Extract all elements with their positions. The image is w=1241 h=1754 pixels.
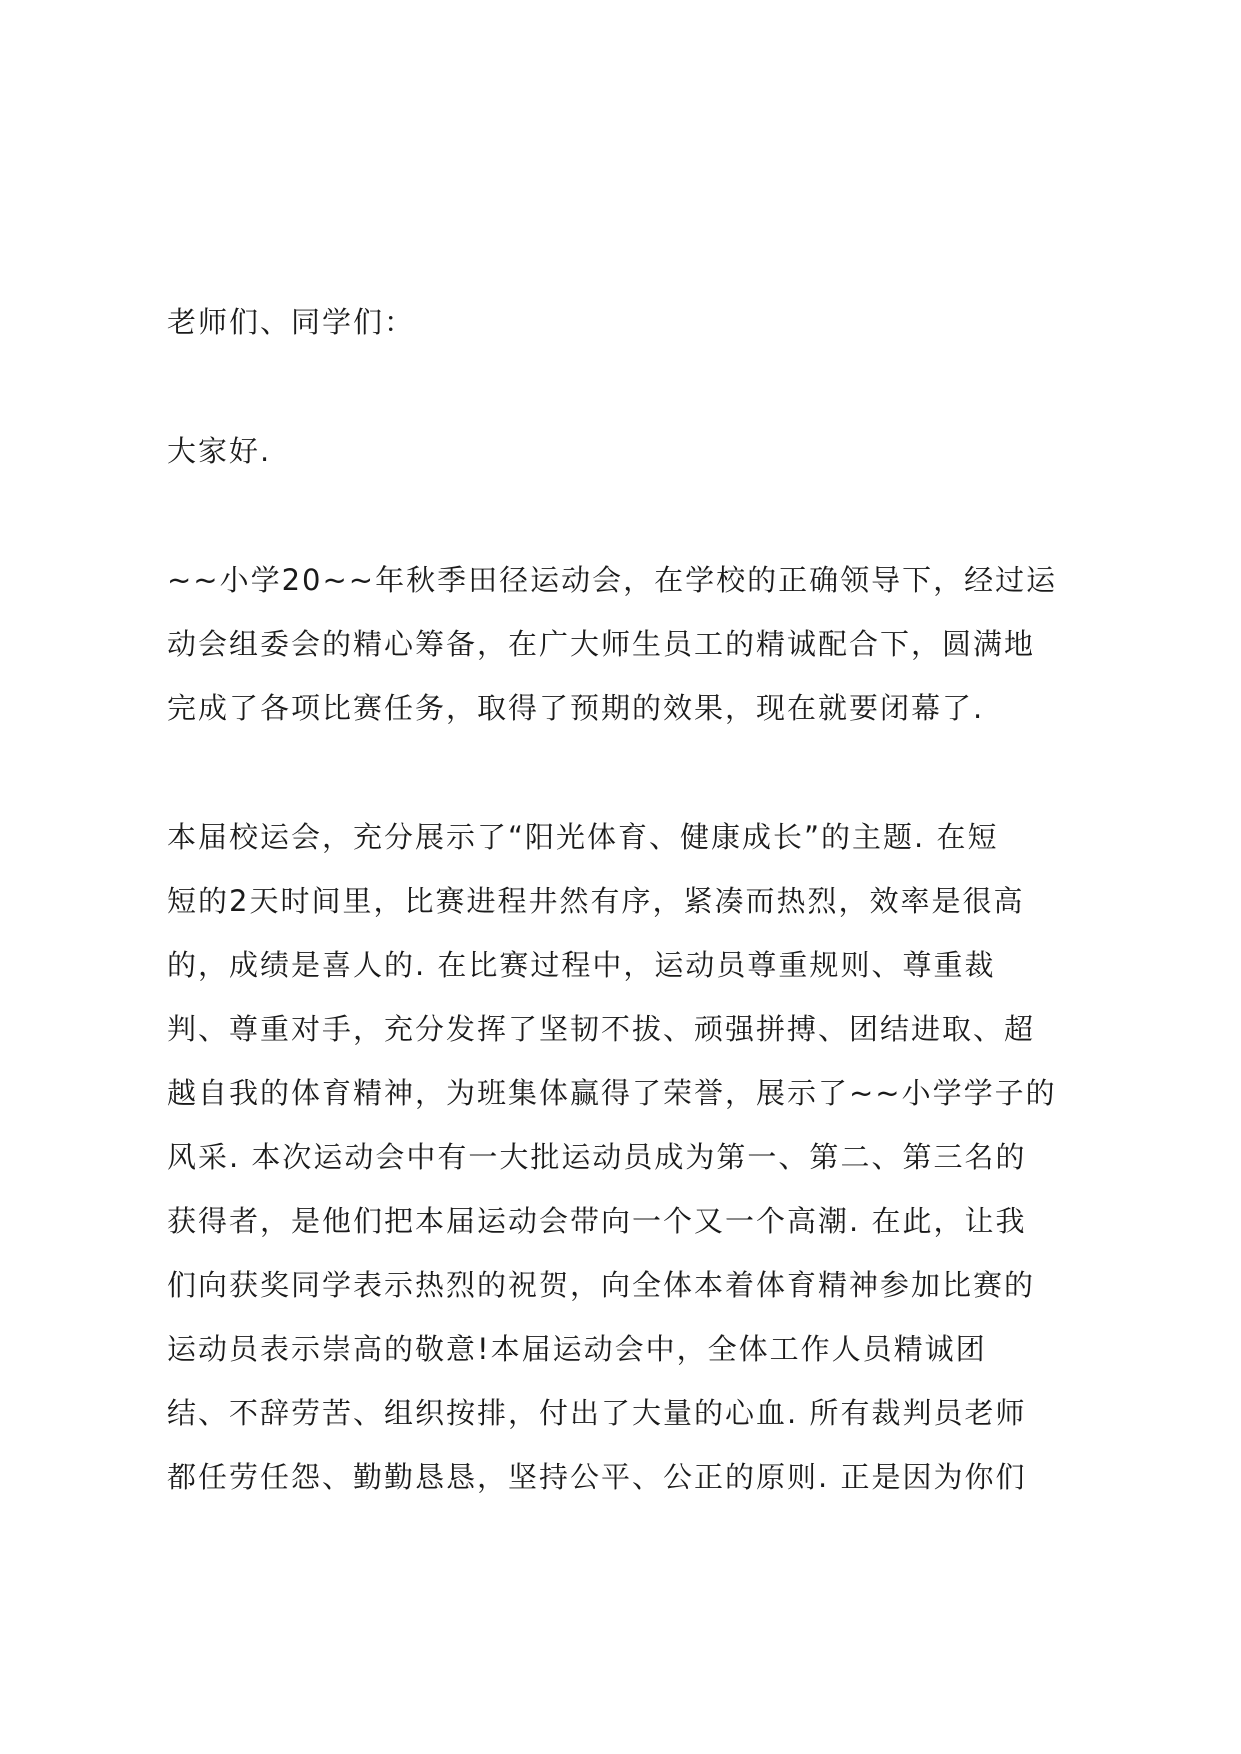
paragraph-gap [167,354,1092,419]
text-line: 的，成绩是喜人的. 在比赛过程中，运动员尊重规则、尊重裁 [167,948,996,982]
text-line: 越自我的体育精神，为班集体赢得了荣誉，展示了~~小学学子的 [167,1076,1057,1110]
text-line: 风采. 本次运动会中有一大批运动员成为第一、第二、第三名的 [167,1140,1027,1174]
text-line: 完成了各项比赛任务，取得了预期的效果，现在就要闭幕了. [167,691,985,725]
text-line: 获得者，是他们把本届运动会带向一个又一个高潮. 在此，让我 [167,1204,1027,1238]
text-line: 短的2天时间里，比赛进程井然有序，紧凑而热烈，效率是很高 [167,884,1025,918]
paragraph-1 [167,548,1092,740]
text-line: 都任劳任怨、勤勤恳恳，坚持公平、公正的原则. 正是因为你们 [167,1460,1027,1494]
text-line: 动会组委会的精心筹备，在广大师生员工的精诚配合下，圆满地 [167,627,1036,661]
text-line: ~~小学20~~年秋季田径运动会，在学校的正确领导下，经过运 [167,563,1058,597]
paragraph-gap [167,483,1092,548]
text-line: 本届校运会，充分展示了“阳光体育、健康成长”的主题. 在短 [167,820,999,854]
text-line: 运动员表示崇高的敬意!本届运动会中，全体工作人员精诚团 [167,1332,987,1366]
document-body [167,290,1092,1509]
text-line: 们向获奖同学表示热烈的祝贺，向全体本着体育精神参加比赛的 [167,1268,1036,1302]
paragraph-gap [167,740,1092,805]
greeting: 大家好. [167,434,272,468]
paragraph-2 [167,805,1092,1509]
text-line: 判、尊重对手，充分发挥了坚韧不拔、顽强拼搏、团结进取、超 [167,1012,1036,1046]
text-line: 结、不辞劳苦、组织按排，付出了大量的心血. 所有裁判员老师 [167,1396,1027,1430]
salutation: 老师们、同学们： [167,305,416,339]
